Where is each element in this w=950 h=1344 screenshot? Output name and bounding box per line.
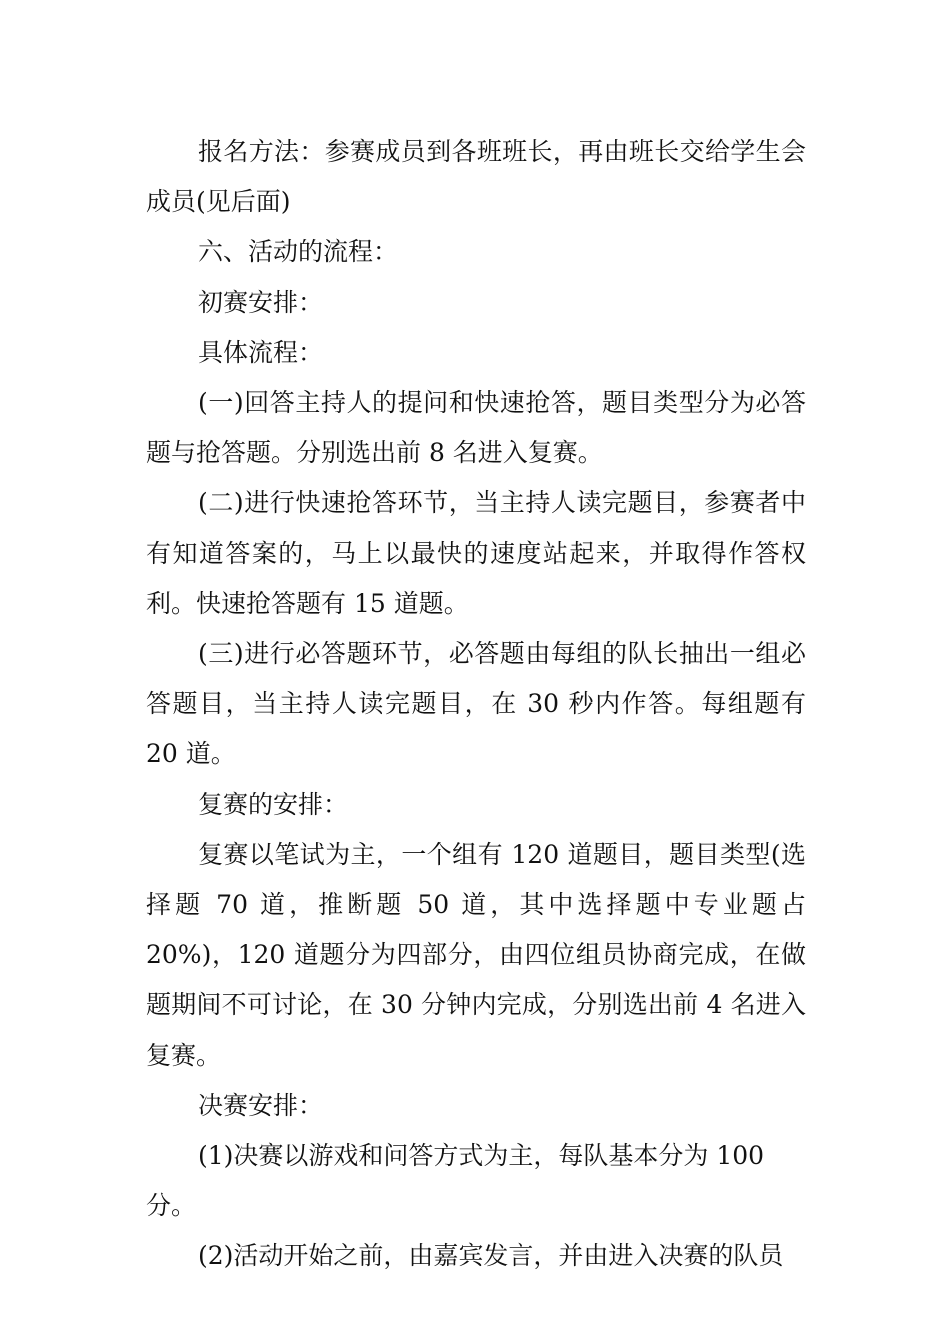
document-body [146,127,806,1282]
heading-final: 决赛安排： [198,1090,324,1120]
paragraph-step-two: (二)进行快速抢答环节，当主持人读完题目，参赛者中有知道答案的，马上以最快的速度站起来，并取得作答权利。快速抢答题有 15 道题。 [146,488,806,618]
paragraph-final-two: (2)活动开始之前，由嘉宾发言，并由进入决赛的队员 [198,1241,784,1271]
paragraph-step-one: (一)回答主持人的提问和快速抢答，题目类型分为必答题与抢答题。分别选出前 8 名进入复赛。 [146,388,806,468]
heading-semifinal: 复赛的安排： [198,789,349,819]
heading-activity-flow: 六、活动的流程： [198,237,399,267]
heading-preliminary: 初赛安排： [198,287,324,317]
paragraph-registration-method: 报名方法：参赛成员到各班班长，再由班长交给学生会成员(见后面) [146,137,806,217]
paragraph-final-one: (1)决赛以游戏和问答方式为主，每队基本分为 100 分。 [146,1141,765,1221]
paragraph-semifinal-details: 复赛以笔试为主，一个组有 120 道题目，题目类型(选择题 70 道，推断题 50 道，其中选择题中专业题占 20%)，120 道题分为四部分，由四位组员协商完成，在做题期间不可讨论，在 30 分钟内完成，分别选出前 4 名进入复赛。 [146,839,806,1070]
heading-specific-flow: 具体流程： [198,337,324,367]
paragraph-step-three: (三)进行必答题环节，必答题由每组的队长抽出一组必答题目，当主持人读完题目，在 30 秒内作答。每组题有 20 道。 [146,639,806,769]
